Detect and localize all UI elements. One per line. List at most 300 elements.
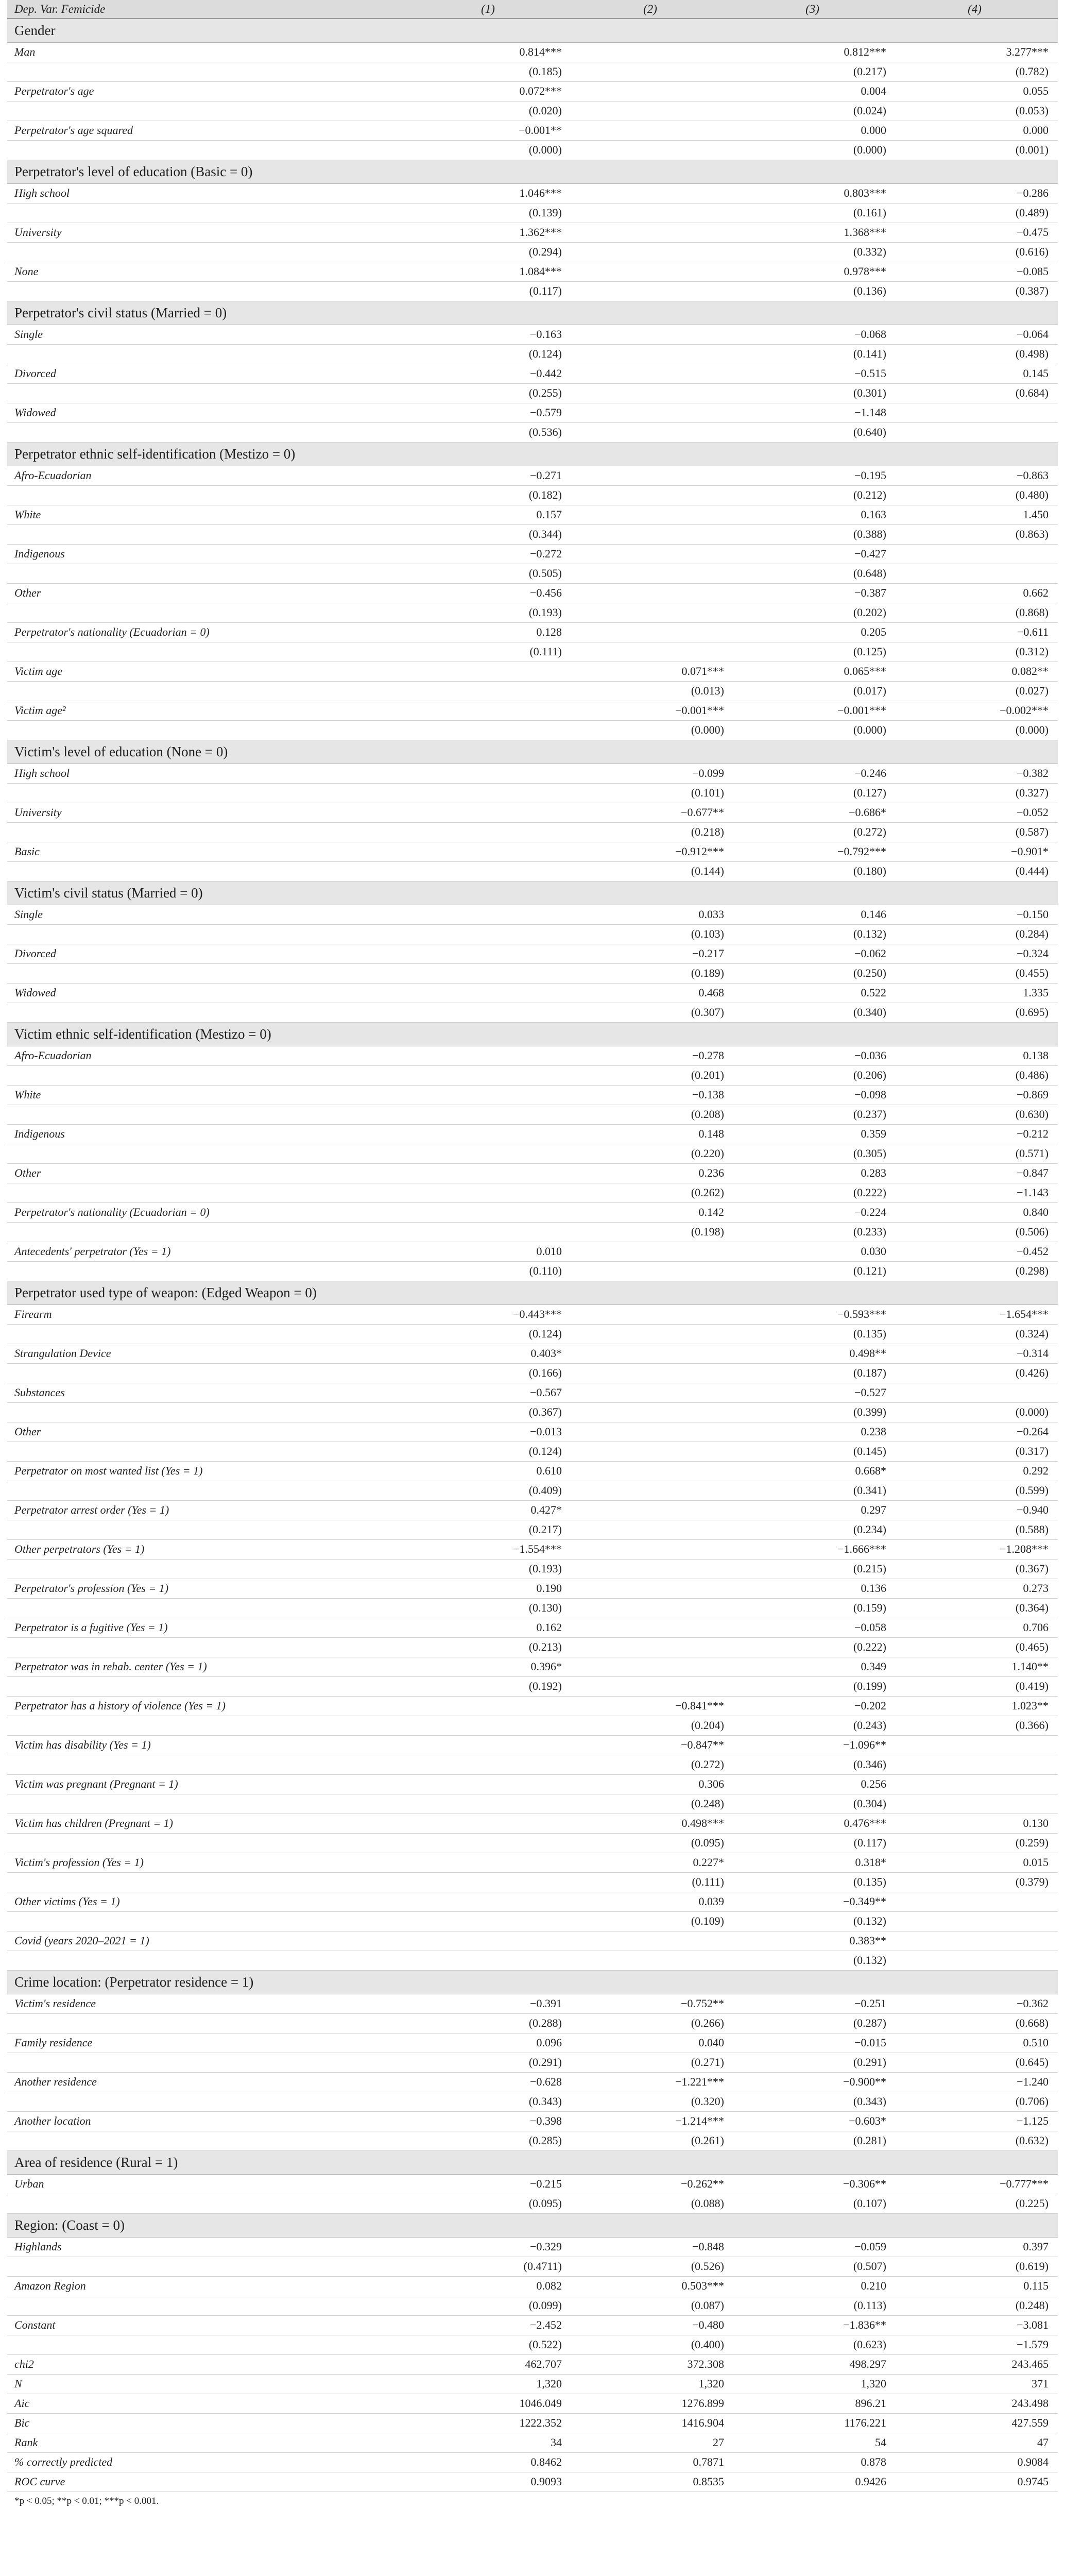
cell-model-4: −1.654***	[896, 1304, 1058, 1324]
variable-label: Perpetrator's age	[7, 81, 409, 101]
variable-label: N	[7, 2374, 409, 2394]
cell-model-4: −0.777***	[896, 2174, 1058, 2194]
regression-table-container	[7, 0, 1058, 2576]
cell-model-4: (0.298)	[896, 1261, 1058, 1281]
cell-model-4: −0.064	[896, 325, 1058, 344]
cell-model-3: 0.878	[733, 2452, 896, 2472]
cell-model-2	[571, 1559, 733, 1579]
cell-model-1	[409, 1794, 571, 1814]
coefficient-row	[7, 803, 1058, 822]
cell-model-4: −0.286	[896, 183, 1058, 203]
coefficient-row	[7, 1931, 1058, 1951]
coefficient-row	[7, 2237, 1058, 2257]
cell-model-3: (0.388)	[733, 524, 896, 544]
cell-model-3: 0.668*	[733, 1461, 896, 1481]
cell-model-3: −0.068	[733, 325, 896, 344]
standard-error-row	[7, 1402, 1058, 1422]
variable-label	[7, 1065, 409, 1085]
cell-model-4: (0.489)	[896, 203, 1058, 223]
cell-model-1	[409, 963, 571, 983]
cell-model-2: −0.278	[571, 1046, 733, 1065]
cell-model-1	[409, 822, 571, 842]
standard-error-row	[7, 140, 1058, 160]
variable-label: University	[7, 223, 409, 242]
standard-error-row	[7, 1003, 1058, 1022]
cell-model-4: −0.869	[896, 1085, 1058, 1105]
cell-model-1	[409, 1163, 571, 1183]
coefficient-row	[7, 1892, 1058, 1911]
cell-model-3: (0.113)	[733, 2296, 896, 2315]
cell-model-1: (0.124)	[409, 344, 571, 364]
cell-model-3: 0.383**	[733, 1931, 896, 1951]
standard-error-row	[7, 1676, 1058, 1696]
section-title: Gender	[7, 19, 1058, 42]
cell-model-4: 47	[896, 2433, 1058, 2452]
cell-model-1	[409, 983, 571, 1003]
variable-label	[7, 281, 409, 301]
standard-error-row	[7, 1598, 1058, 1618]
variable-label: Amazon Region	[7, 2276, 409, 2296]
cell-model-2	[571, 1539, 733, 1559]
variable-label	[7, 2053, 409, 2072]
cell-model-1	[409, 1931, 571, 1951]
variable-label: Other	[7, 1422, 409, 1442]
variable-label: Other victims (Yes = 1)	[7, 1892, 409, 1911]
cell-model-4	[896, 1774, 1058, 1794]
coefficient-row	[7, 764, 1058, 783]
variable-label	[7, 62, 409, 81]
cell-model-1: (0.344)	[409, 524, 571, 544]
cell-model-2: 0.227*	[571, 1853, 733, 1872]
table-header-row	[7, 0, 1058, 19]
cell-model-2: (0.087)	[571, 2296, 733, 2315]
cell-model-2	[571, 622, 733, 642]
cell-model-4: −1.240	[896, 2072, 1058, 2092]
cell-model-3: −0.387	[733, 583, 896, 603]
cell-model-4	[896, 1794, 1058, 1814]
cell-model-3: −0.792***	[733, 842, 896, 861]
cell-model-2: (0.271)	[571, 2053, 733, 2072]
variable-label: Substances	[7, 1383, 409, 1402]
cell-model-4: 0.662	[896, 583, 1058, 603]
standard-error-row	[7, 2131, 1058, 2150]
cell-model-1	[409, 944, 571, 963]
cell-model-3: (0.127)	[733, 783, 896, 803]
cell-model-1: 0.190	[409, 1579, 571, 1598]
cell-model-1: 0.403*	[409, 1344, 571, 1363]
cell-model-3: −0.059	[733, 2237, 896, 2257]
variable-label	[7, 1951, 409, 1970]
cell-model-3: −1.666***	[733, 1539, 896, 1559]
variable-label	[7, 1003, 409, 1022]
cell-model-4: −0.362	[896, 1994, 1058, 2013]
cell-model-4	[896, 1755, 1058, 1774]
cell-model-1: (0.117)	[409, 281, 571, 301]
variable-label	[7, 924, 409, 944]
variable-label: chi2	[7, 2354, 409, 2374]
variable-label	[7, 1833, 409, 1853]
cell-model-2: (0.198)	[571, 1222, 733, 1242]
cell-model-1: −0.442	[409, 364, 571, 383]
cell-model-1	[409, 1046, 571, 1065]
variable-label	[7, 603, 409, 622]
cell-model-3: −0.686*	[733, 803, 896, 822]
cell-model-2	[571, 505, 733, 524]
cell-model-3: (0.132)	[733, 1951, 896, 1970]
standard-error-row	[7, 344, 1058, 364]
cell-model-2	[571, 1402, 733, 1422]
cell-model-2	[571, 62, 733, 81]
coefficient-row	[7, 1085, 1058, 1105]
cell-model-3: −0.195	[733, 466, 896, 485]
variable-label: Covid (years 2020–2021 = 1)	[7, 1931, 409, 1951]
cell-model-4: −0.052	[896, 803, 1058, 822]
cell-model-4	[896, 1931, 1058, 1951]
cell-model-2	[571, 383, 733, 403]
variable-label: Perpetrator's nationality (Ecuadorian = 0)	[7, 1202, 409, 1222]
statistic-row	[7, 2354, 1058, 2374]
coefficient-row	[7, 983, 1058, 1003]
cell-model-4: (0.327)	[896, 783, 1058, 803]
cell-model-1: (0.020)	[409, 101, 571, 121]
cell-model-1: −0.443***	[409, 1304, 571, 1324]
cell-model-3: −1.836**	[733, 2315, 896, 2335]
cell-model-4: (0.317)	[896, 1442, 1058, 1461]
cell-model-1	[409, 1814, 571, 1833]
cell-model-4: −0.940	[896, 1500, 1058, 1520]
cell-model-2	[571, 325, 733, 344]
cell-model-2	[571, 403, 733, 422]
variable-label: % correctly predicted	[7, 2452, 409, 2472]
section-title: Victim ethnic self-identification (Mestizo = 0)	[7, 1022, 1058, 1046]
cell-model-2: (0.307)	[571, 1003, 733, 1022]
cell-model-4: (0.465)	[896, 1637, 1058, 1657]
cell-model-4: 243.498	[896, 2394, 1058, 2413]
coefficient-row	[7, 544, 1058, 564]
coefficient-row	[7, 2111, 1058, 2131]
cell-model-3: −0.593***	[733, 1304, 896, 1324]
cell-model-4	[896, 1892, 1058, 1911]
cell-model-4	[896, 564, 1058, 583]
coefficient-row	[7, 466, 1058, 485]
cell-model-4: 371	[896, 2374, 1058, 2394]
cell-model-1: −0.567	[409, 1383, 571, 1402]
cell-model-1: (0.185)	[409, 62, 571, 81]
cell-model-3: (0.180)	[733, 861, 896, 881]
cell-model-3: 0.349	[733, 1657, 896, 1676]
cell-model-2: (0.266)	[571, 2013, 733, 2033]
cell-model-1: 0.096	[409, 2033, 571, 2053]
standard-error-row	[7, 783, 1058, 803]
standard-error-row	[7, 822, 1058, 842]
cell-model-1: 0.128	[409, 622, 571, 642]
variable-label: Firearm	[7, 1304, 409, 1324]
variable-label	[7, 203, 409, 223]
variable-label: Victim's profession (Yes = 1)	[7, 1853, 409, 1872]
cell-model-2	[571, 1261, 733, 1281]
variable-label: None	[7, 262, 409, 281]
coefficient-row	[7, 944, 1058, 963]
cell-model-4: (0.480)	[896, 485, 1058, 505]
standard-error-row	[7, 642, 1058, 662]
standard-error-row	[7, 1222, 1058, 1242]
cell-model-1: (0.343)	[409, 2092, 571, 2111]
cell-model-1: 0.082	[409, 2276, 571, 2296]
cell-model-1	[409, 720, 571, 740]
cell-model-3: 0.297	[733, 1500, 896, 1520]
cell-model-2: −0.847**	[571, 1735, 733, 1755]
cell-model-1	[409, 1065, 571, 1085]
variable-label	[7, 383, 409, 403]
cell-model-3: 0.000	[733, 121, 896, 140]
variable-label: White	[7, 505, 409, 524]
cell-model-3: 0.205	[733, 622, 896, 642]
section-header-row	[7, 442, 1058, 466]
coefficient-row	[7, 1657, 1058, 1676]
header-model-4: (4)	[896, 0, 1058, 19]
variable-label: Widowed	[7, 403, 409, 422]
cell-model-4	[896, 1383, 1058, 1402]
header-dep-var: Dep. Var. Femicide	[7, 0, 409, 19]
coefficient-row	[7, 1163, 1058, 1183]
cell-model-4: (0.645)	[896, 2053, 1058, 2072]
cell-model-2: (0.000)	[571, 720, 733, 740]
variable-label	[7, 140, 409, 160]
cell-model-2: (0.526)	[571, 2257, 733, 2276]
cell-model-3: (0.301)	[733, 383, 896, 403]
cell-model-2: −0.480	[571, 2315, 733, 2335]
cell-model-4: −0.382	[896, 764, 1058, 783]
statistic-row	[7, 2413, 1058, 2433]
coefficient-row	[7, 662, 1058, 681]
variable-label: Perpetrator arrest order (Yes = 1)	[7, 1500, 409, 1520]
cell-model-1	[409, 1892, 571, 1911]
cell-model-4: (0.248)	[896, 2296, 1058, 2315]
cell-model-1: 1,320	[409, 2374, 571, 2394]
variable-label	[7, 1794, 409, 1814]
statistic-row	[7, 2472, 1058, 2492]
variable-label: Rank	[7, 2433, 409, 2452]
variable-label	[7, 524, 409, 544]
coefficient-row	[7, 325, 1058, 344]
section-header-row	[7, 1022, 1058, 1046]
variable-label	[7, 681, 409, 701]
cell-model-4: (0.387)	[896, 281, 1058, 301]
cell-model-2: 0.071***	[571, 662, 733, 681]
coefficient-row	[7, 1383, 1058, 1402]
cell-model-1	[409, 1755, 571, 1774]
cell-model-4: (0.630)	[896, 1105, 1058, 1124]
variable-label: Perpetrator's age squared	[7, 121, 409, 140]
cell-model-4: −0.452	[896, 1242, 1058, 1261]
cell-model-3: (0.161)	[733, 203, 896, 223]
cell-model-4: −0.085	[896, 262, 1058, 281]
cell-model-2: (0.208)	[571, 1105, 733, 1124]
cell-model-3: (0.206)	[733, 1065, 896, 1085]
cell-model-4: 1.450	[896, 505, 1058, 524]
cell-model-1	[409, 1951, 571, 1970]
cell-model-4: 0.000	[896, 121, 1058, 140]
variable-label: Antecedents' perpetrator (Yes = 1)	[7, 1242, 409, 1261]
cell-model-4: −0.264	[896, 1422, 1058, 1442]
cell-model-3: (0.017)	[733, 681, 896, 701]
variable-label	[7, 101, 409, 121]
cell-model-2: 27	[571, 2433, 733, 2452]
coefficient-row	[7, 42, 1058, 62]
cell-model-3: −0.058	[733, 1618, 896, 1637]
cell-model-1: (0.367)	[409, 1402, 571, 1422]
standard-error-row	[7, 242, 1058, 262]
cell-model-2: (0.400)	[571, 2335, 733, 2354]
cell-model-4: 0.145	[896, 364, 1058, 383]
cell-model-4: −0.611	[896, 622, 1058, 642]
cell-model-1: 1.084***	[409, 262, 571, 281]
header-model-2: (2)	[571, 0, 733, 19]
cell-model-2: (0.201)	[571, 1065, 733, 1085]
cell-model-4: −0.847	[896, 1163, 1058, 1183]
standard-error-row	[7, 1481, 1058, 1500]
variable-label: Divorced	[7, 364, 409, 383]
cell-model-3: 0.359	[733, 1124, 896, 1144]
section-title: Perpetrator's level of education (Basic = 0)	[7, 160, 1058, 183]
cell-model-3: 1.368***	[733, 223, 896, 242]
cell-model-2	[571, 140, 733, 160]
cell-model-1	[409, 803, 571, 822]
variable-label	[7, 485, 409, 505]
cell-model-1: (0.182)	[409, 485, 571, 505]
cell-model-4: (0.782)	[896, 62, 1058, 81]
cell-model-1	[409, 1105, 571, 1124]
cell-model-2	[571, 485, 733, 505]
cell-model-3: (0.250)	[733, 963, 896, 983]
coefficient-row	[7, 1422, 1058, 1442]
cell-model-3: 0.163	[733, 505, 896, 524]
variable-label: Perpetrator's profession (Yes = 1)	[7, 1579, 409, 1598]
coefficient-row	[7, 2072, 1058, 2092]
cell-model-2: (0.101)	[571, 783, 733, 803]
cell-model-1: −0.001**	[409, 121, 571, 140]
variable-label	[7, 642, 409, 662]
cell-model-3: 0.476***	[733, 1814, 896, 1833]
standard-error-row	[7, 485, 1058, 505]
standard-error-row	[7, 1105, 1058, 1124]
cell-model-3: −0.098	[733, 1085, 896, 1105]
standard-error-row	[7, 1442, 1058, 1461]
cell-model-2	[571, 1442, 733, 1461]
section-header-row	[7, 1970, 1058, 1994]
standard-error-row	[7, 1833, 1058, 1853]
cell-model-4: −0.002***	[896, 701, 1058, 720]
cell-model-3: (0.281)	[733, 2131, 896, 2150]
cell-model-3: (0.343)	[733, 2092, 896, 2111]
cell-model-3: 0.256	[733, 1774, 896, 1794]
cell-model-1: 1.362***	[409, 223, 571, 242]
cell-model-3: −0.515	[733, 364, 896, 383]
cell-model-4: 0.055	[896, 81, 1058, 101]
variable-label	[7, 1911, 409, 1931]
cell-model-2: (0.013)	[571, 681, 733, 701]
cell-model-2	[571, 203, 733, 223]
cell-model-3: 1176.221	[733, 2413, 896, 2433]
cell-model-3: 0.812***	[733, 42, 896, 62]
standard-error-row	[7, 383, 1058, 403]
variable-label	[7, 1559, 409, 1579]
cell-model-3: 0.238	[733, 1422, 896, 1442]
variable-label: High school	[7, 764, 409, 783]
cell-model-1	[409, 1183, 571, 1202]
cell-model-2: −0.912***	[571, 842, 733, 861]
cell-model-4: (0.684)	[896, 383, 1058, 403]
cell-model-1: 34	[409, 2433, 571, 2452]
cell-model-2	[571, 42, 733, 62]
cell-model-2	[571, 1637, 733, 1657]
variable-label: Victim's residence	[7, 1994, 409, 2013]
cell-model-3: −0.427	[733, 544, 896, 564]
standard-error-row	[7, 1559, 1058, 1579]
cell-model-2: (0.189)	[571, 963, 733, 983]
standard-error-row	[7, 1065, 1058, 1085]
cell-model-1	[409, 924, 571, 944]
cell-model-1: −0.215	[409, 2174, 571, 2194]
variable-label: Single	[7, 325, 409, 344]
cell-model-1: (0.192)	[409, 1676, 571, 1696]
variable-label	[7, 861, 409, 881]
cell-model-1: 0.814***	[409, 42, 571, 62]
cell-model-1: −0.163	[409, 325, 571, 344]
cell-model-4: (0.364)	[896, 1598, 1058, 1618]
variable-label: Constant	[7, 2315, 409, 2335]
cell-model-1: −0.398	[409, 2111, 571, 2131]
cell-model-1: (0.505)	[409, 564, 571, 583]
cell-model-4: 0.510	[896, 2033, 1058, 2053]
coefficient-row	[7, 842, 1058, 861]
cell-model-4: −1.579	[896, 2335, 1058, 2354]
cell-model-4: (0.668)	[896, 2013, 1058, 2033]
cell-model-3: (0.107)	[733, 2194, 896, 2213]
significance-footnote: *p < 0.05; **p < 0.01; ***p < 0.001.	[14, 2496, 159, 2507]
header-model-1: (1)	[409, 0, 571, 19]
coefficient-row	[7, 1344, 1058, 1363]
variable-label: Perpetrator has a history of violence (Yes = 1)	[7, 1696, 409, 1716]
cell-model-2	[571, 1618, 733, 1637]
cell-model-3: (0.199)	[733, 1676, 896, 1696]
cell-model-4: (0.619)	[896, 2257, 1058, 2276]
cell-model-3: (0.000)	[733, 720, 896, 740]
cell-model-3: (0.141)	[733, 344, 896, 364]
cell-model-1: −1.554***	[409, 1539, 571, 1559]
cell-model-1: (0.285)	[409, 2131, 571, 2150]
standard-error-row	[7, 2257, 1058, 2276]
cell-model-1	[409, 842, 571, 861]
cell-model-1	[409, 1911, 571, 1931]
cell-model-4: 0.115	[896, 2276, 1058, 2296]
header-model-3: (3)	[733, 0, 896, 19]
cell-model-1	[409, 783, 571, 803]
cell-model-2	[571, 1579, 733, 1598]
variable-label: Victim age	[7, 662, 409, 681]
cell-model-1: (0.193)	[409, 603, 571, 622]
cell-model-1: (0.217)	[409, 1520, 571, 1539]
cell-model-3: (0.125)	[733, 642, 896, 662]
cell-model-1: (0.193)	[409, 1559, 571, 1579]
variable-label: High school	[7, 183, 409, 203]
cell-model-1: 0.010	[409, 1242, 571, 1261]
cell-model-4: (0.498)	[896, 344, 1058, 364]
cell-model-4: (0.426)	[896, 1363, 1058, 1383]
cell-model-3: (0.212)	[733, 485, 896, 505]
section-title: Perpetrator's civil status (Married = 0)	[7, 301, 1058, 325]
cell-model-3: (0.121)	[733, 1261, 896, 1281]
